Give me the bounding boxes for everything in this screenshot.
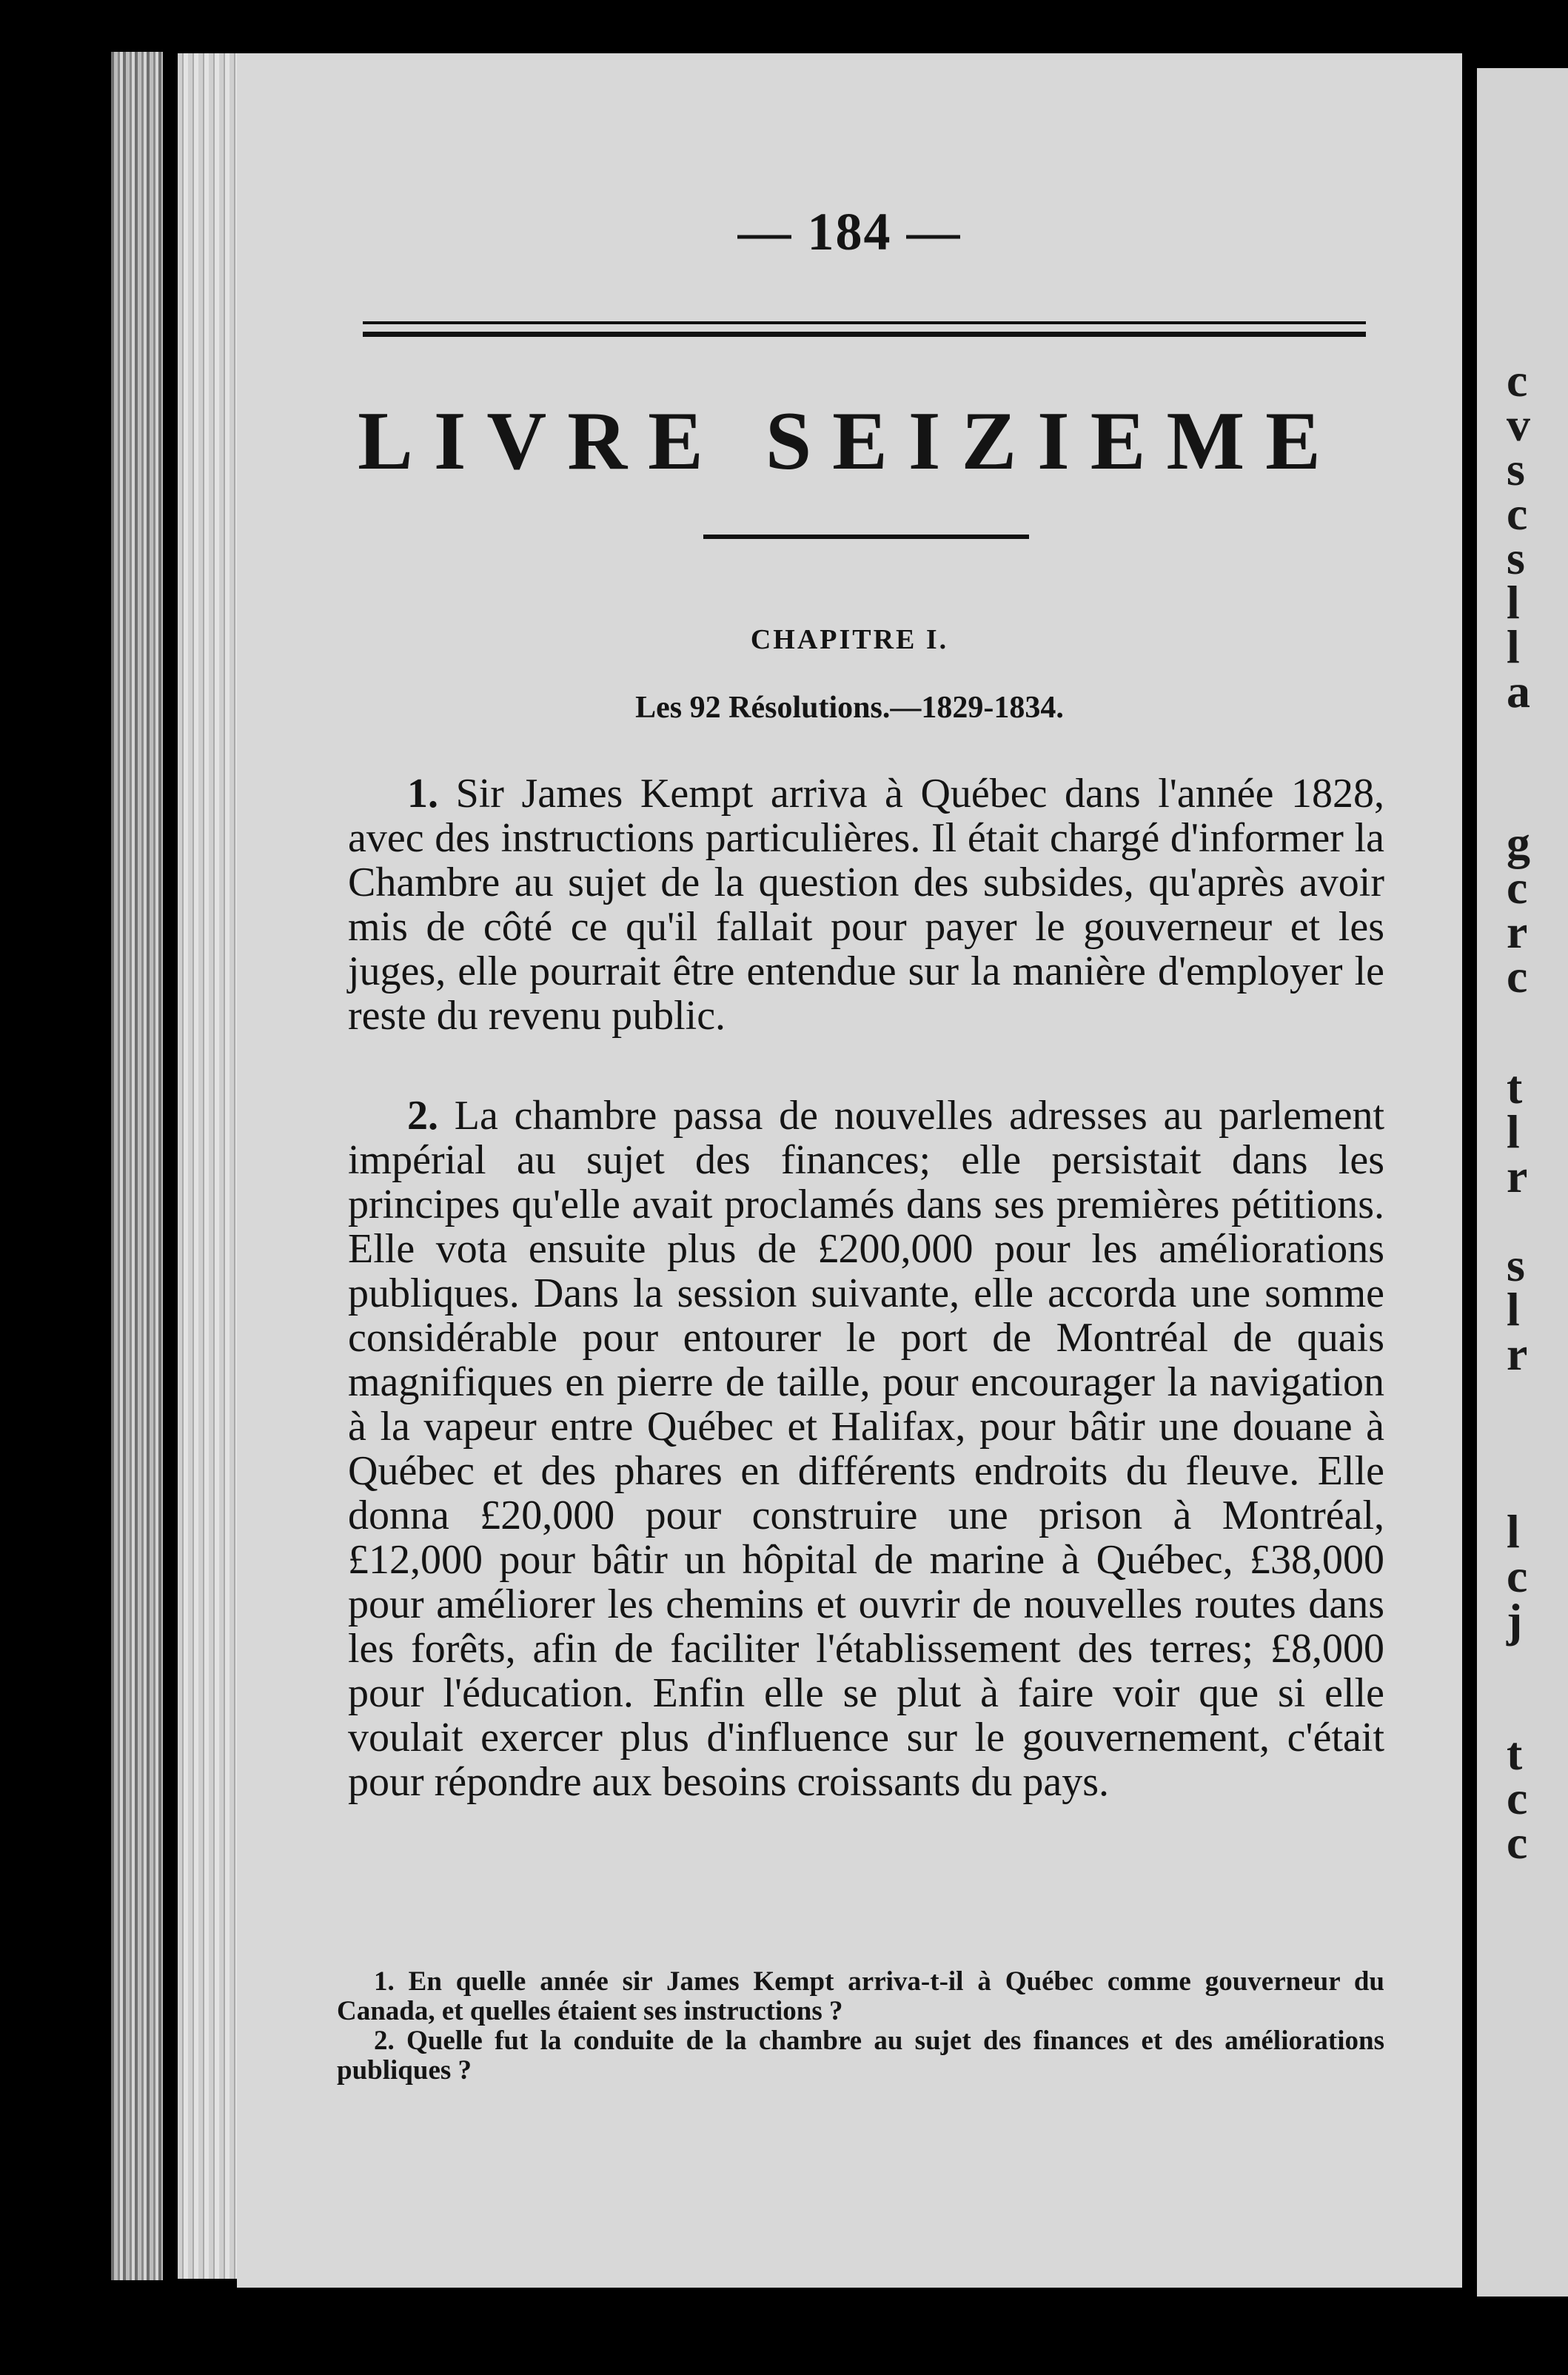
paragraph-1 [348, 771, 1384, 1038]
facing-letter: v [1507, 398, 1530, 451]
facing-letter: r [1507, 1150, 1528, 1202]
facing-letter: g [1507, 817, 1530, 869]
facing-letter: s [1507, 532, 1525, 584]
facing-letter: c [1507, 1816, 1528, 1869]
facing-letter: l [1507, 576, 1520, 629]
facing-letter: l [1507, 1283, 1520, 1336]
facing-letter: l [1507, 1505, 1520, 1558]
facing-letter: c [1507, 1550, 1528, 1602]
facing-letter: s [1507, 443, 1525, 495]
book-page [237, 53, 1462, 2288]
chapter-subtitle: Les 92 Résolutions.—1829-1834. [635, 691, 1064, 725]
paragraph-2 [348, 1093, 1384, 1804]
facing-letter: c [1507, 861, 1528, 914]
facing-letter: r [1507, 1327, 1528, 1380]
facing-letter: j [1507, 1594, 1523, 1647]
facing-letter: c [1507, 487, 1528, 540]
paragraph-number: 1. [407, 771, 438, 817]
facing-page-edge [1477, 68, 1568, 2297]
page-number: — 184 — [737, 202, 962, 261]
facing-letter: c [1507, 1772, 1528, 1824]
facing-letter: t [1507, 1727, 1523, 1780]
book-title: LIVRE SEIZIEME [358, 395, 1341, 487]
paragraph-number: 2. [407, 1093, 438, 1139]
paragraph-text: La chambre passa de nouvelles adresses au parlement impérial au sujet des finances; elle persistait dans les principes qu'elle avait proclamés dans ses premières pétitions. Elle vota ensuite plus de £200,000 pour les améliorations publiques. Dans la session suivante, elle accorda une somme considérable pour entourer le port de Montréal de quais magnifiques en pierre de taille, pour encourager la navigation à la vapeur entre Québec et Halifax, pour bâtir une douane à Québec et des phares en différents endroits du fleuve. Elle donna £20,000 pour construire une prison à Montréal, £12,000 pour bâtir un hôpital de marine à Québec, £38,000 pour améliorer les chemins et ouvrir de nouvelles routes dans les forêts, afin de faciliter l'établissement des terres; £8,000 pour l'éducation. Enfin elle se plut à faire voir que si elle voulait exercer plus d'influence sur le gouvernement, c'était pour répondre aux besoins croissants du pays. [348, 1093, 1385, 1805]
chapter-heading: CHAPITRE I. [750, 624, 949, 655]
header-rule-top [363, 321, 1366, 324]
facing-letter: l [1507, 1105, 1520, 1158]
title-underline [703, 535, 1029, 539]
facing-letter: r [1507, 905, 1528, 958]
review-question-1: 1. En quelle année sir James Kempt arriva-t-il à Québec comme gouverneur du Canada, et quelles étaient ses instructions ? [337, 1966, 1384, 2026]
paragraph-text: Sir James Kempt arriva à Québec dans l'année 1828, avec des instructions particulières. Il était chargé d'informer la Chambre au sujet de la question des subsides, qu'après avoir mis de côté ce qu'il fallait pour payer le gouverneur et les juges, elle pourrait être entendue sur la manière d'employer le reste du revenu public. [348, 771, 1385, 1039]
header-rule-bottom [363, 332, 1366, 337]
facing-letter: c [1507, 354, 1528, 406]
page-stack-edge [111, 52, 163, 2280]
facing-letter: l [1507, 620, 1520, 673]
facing-letter: t [1507, 1061, 1523, 1113]
review-question-2: 2. Quelle fut la conduite de la chambre au sujet des finances et des améliorations publiques ? [337, 2026, 1384, 2086]
facing-letter: c [1507, 950, 1528, 1002]
facing-letter: s [1507, 1239, 1525, 1291]
facing-letter: a [1507, 665, 1530, 717]
page-stack-edge-inner [178, 53, 237, 2279]
